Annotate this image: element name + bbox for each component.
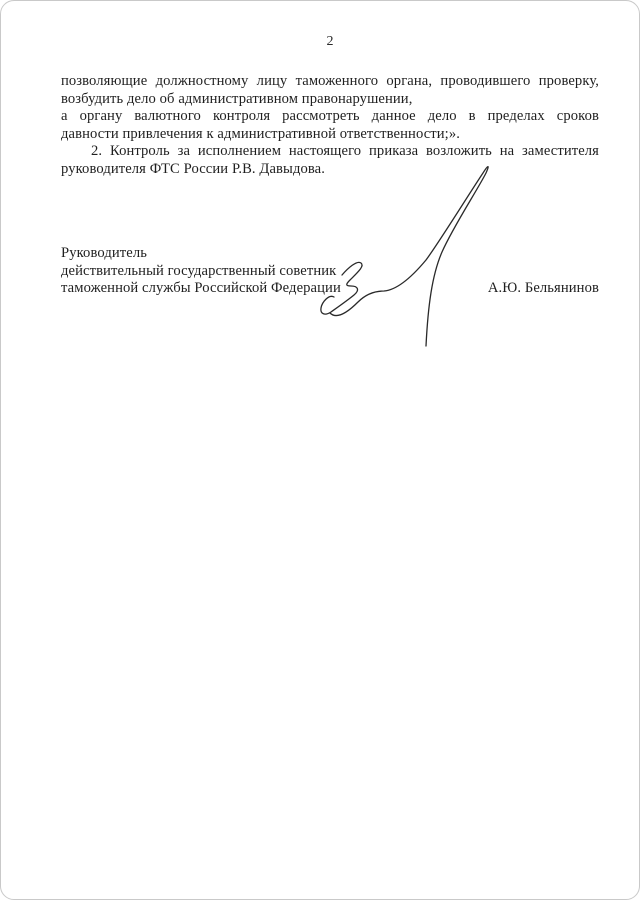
signer-title-line-3: таможенной службы Российской Федерации bbox=[61, 280, 341, 296]
signature-block bbox=[61, 245, 599, 298]
body-line-1: позволяющие должностному лицу таможенного органа, проводившего проверку, bbox=[61, 73, 599, 89]
body-line-2: возбудить дело об административном правонарушении, bbox=[61, 90, 413, 107]
page-number: 2 bbox=[326, 34, 334, 49]
body-line-3: а органу валютного контроля рассмотреть данное дело в пределах сроков bbox=[61, 108, 599, 124]
body-line-4: давности привлечения к административной ответственности;». bbox=[61, 125, 460, 142]
signer-title-line-2: действительный государственный советник bbox=[61, 262, 337, 279]
signer-name: А.Ю. Бельянинов bbox=[487, 280, 599, 296]
body-paragraphs bbox=[61, 73, 599, 178]
body-line-5: 2. Контроль за исполнением настоящего приказа возложить на заместителя bbox=[91, 143, 599, 159]
signer-title-line-1: Руководитель bbox=[61, 245, 147, 261]
body-line-6: руководителя ФТС России Р.В. Давыдова. bbox=[61, 160, 325, 177]
